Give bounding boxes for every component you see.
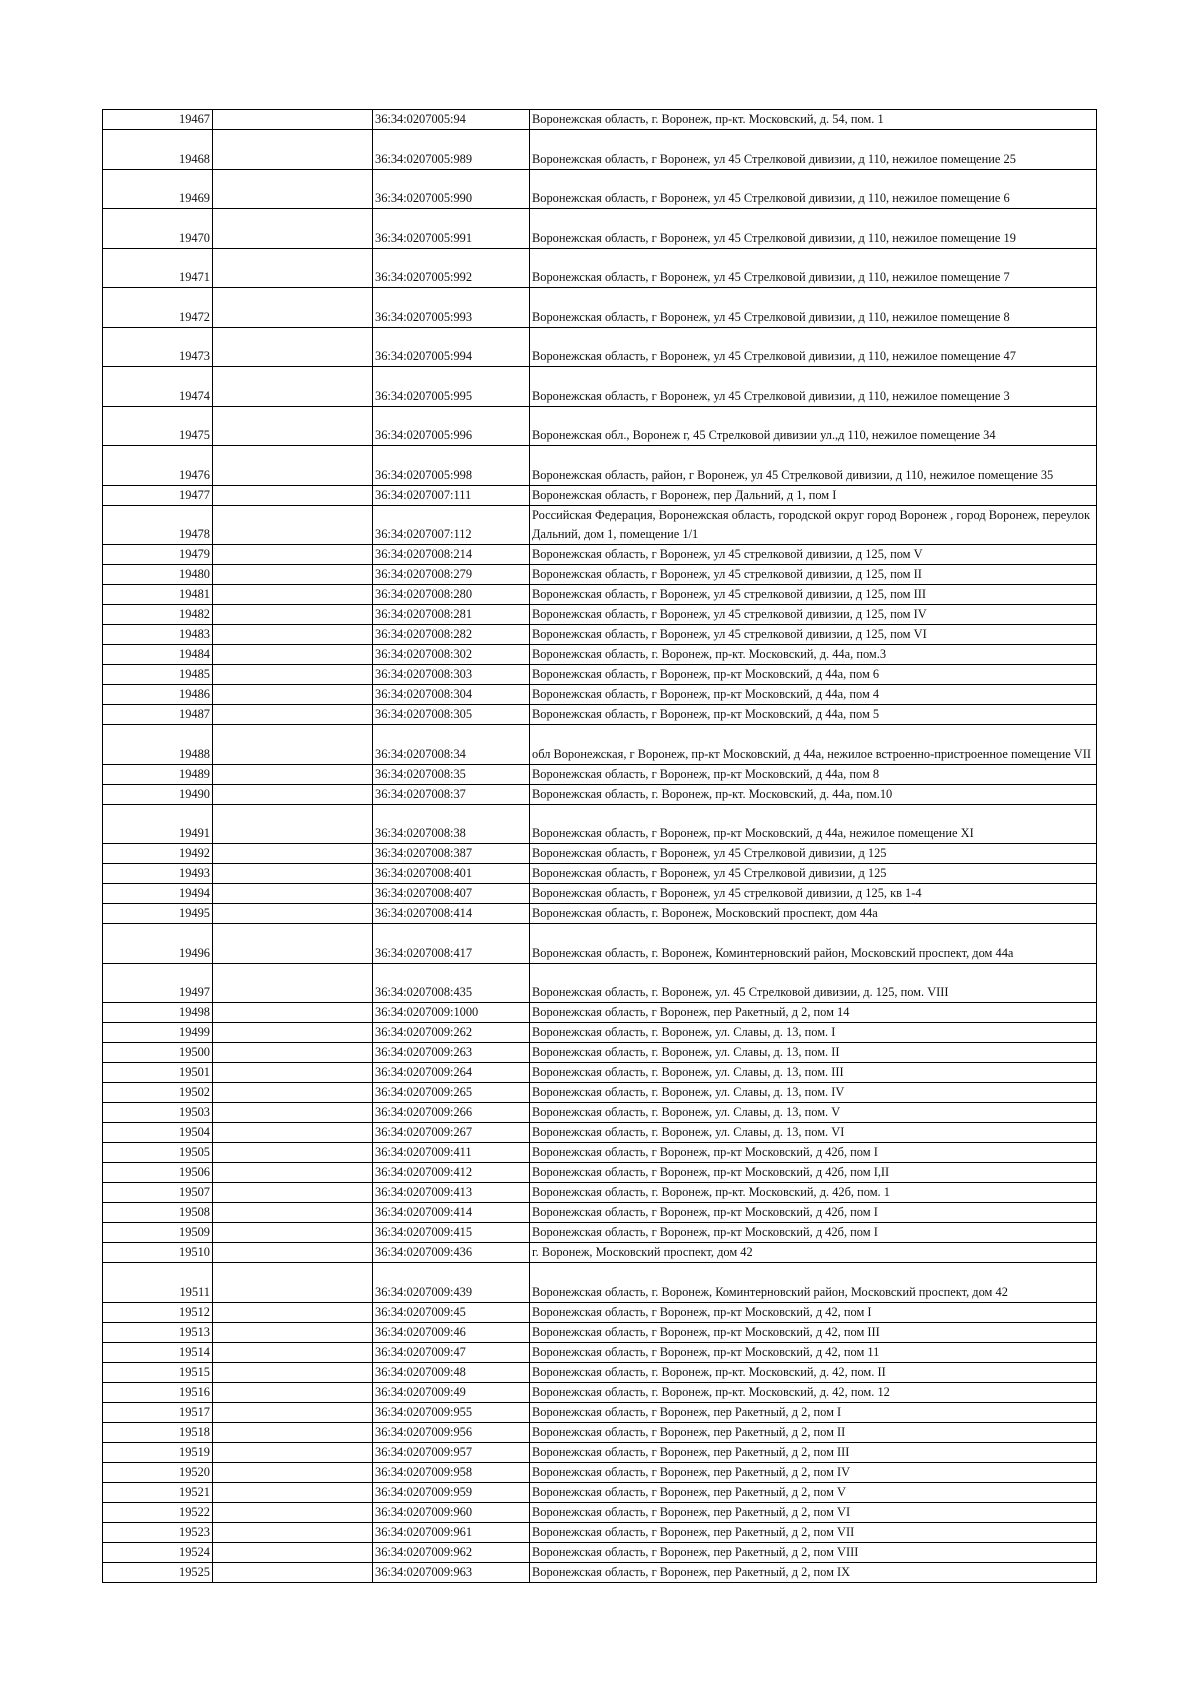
row-number-cell: 19490 <box>103 784 213 804</box>
address-cell: Воронежская область, г Воронеж, ул 45 Стрелковой дивизии, д 110, нежилое помещение 8 <box>530 288 1097 328</box>
empty-cell <box>213 1123 373 1143</box>
row-number-cell: 19506 <box>103 1163 213 1183</box>
table-row <box>103 1382 1097 1402</box>
row-number-cell: 19478 <box>103 505 213 545</box>
cadastral-number-cell: 36:34:0207005:991 <box>373 209 530 249</box>
table-row <box>103 1043 1097 1063</box>
table-row <box>103 1342 1097 1362</box>
table-row <box>103 1502 1097 1522</box>
row-number-cell: 19505 <box>103 1143 213 1163</box>
address-cell: Воронежская область, г Воронеж, пр-кт Московский, д 42б, пом I <box>530 1143 1097 1163</box>
address-cell: Воронежская область, г. Воронеж, пр-кт. Московский, д. 42, пом. 12 <box>530 1382 1097 1402</box>
empty-cell <box>213 367 373 407</box>
cadastral-number-cell: 36:34:0207009:263 <box>373 1043 530 1063</box>
empty-cell <box>213 685 373 705</box>
address-cell: Воронежская область, г. Воронеж, ул. 45 Стрелковой дивизии, д. 125, пом. VIII <box>530 963 1097 1003</box>
cadastral-number-cell: 36:34:0207005:996 <box>373 406 530 446</box>
address-cell: Воронежская область, г Воронеж, ул 45 стрелковой дивизии, д 125, пом IV <box>530 605 1097 625</box>
row-number-cell: 19487 <box>103 705 213 725</box>
empty-cell <box>213 1183 373 1203</box>
cadastral-number-cell: 36:34:0207009:436 <box>373 1243 530 1263</box>
table-row <box>103 844 1097 864</box>
row-number-cell: 19499 <box>103 1023 213 1043</box>
table-row <box>103 924 1097 964</box>
address-cell: Воронежская область, г Воронеж, ул 45 Стрелковой дивизии, д 110, нежилое помещение 3 <box>530 367 1097 407</box>
cadastral-number-cell: 36:34:0207009:45 <box>373 1302 530 1322</box>
empty-cell <box>213 545 373 565</box>
empty-cell <box>213 1322 373 1342</box>
empty-cell <box>213 1023 373 1043</box>
table-row <box>103 1542 1097 1562</box>
address-cell: Воронежская область, г Воронеж, пр-кт Московский, д 42б, пом I <box>530 1203 1097 1223</box>
row-number-cell: 19470 <box>103 209 213 249</box>
row-number-cell: 19471 <box>103 248 213 288</box>
empty-cell <box>213 645 373 665</box>
address-cell: Воронежская область, г. Воронеж, Московский проспект, дом 44а <box>530 904 1097 924</box>
address-cell: Воронежская область, г Воронеж, пр-кт Московский, д 42, пом III <box>530 1322 1097 1342</box>
address-cell: Воронежская область, район, г Воронеж, ул 45 Стрелковой дивизии, д 110, нежилое помещение 35 <box>530 446 1097 486</box>
cadastral-number-cell: 36:34:0207008:414 <box>373 904 530 924</box>
cadastral-number-cell: 36:34:0207008:281 <box>373 605 530 625</box>
row-number-cell: 19476 <box>103 446 213 486</box>
cadastral-number-cell: 36:34:0207009:47 <box>373 1342 530 1362</box>
cadastral-number-cell: 36:34:0207009:46 <box>373 1322 530 1342</box>
empty-cell <box>213 1542 373 1562</box>
cadastral-number-cell: 36:34:0207008:34 <box>373 725 530 765</box>
cadastral-number-cell: 36:34:0207007:112 <box>373 505 530 545</box>
table-row <box>103 1103 1097 1123</box>
empty-cell <box>213 1562 373 1582</box>
row-number-cell: 19514 <box>103 1342 213 1362</box>
empty-cell <box>213 1043 373 1063</box>
table-row <box>103 1362 1097 1382</box>
address-cell: Воронежская область, г Воронеж, пр-кт Московский, д 44а, пом 4 <box>530 685 1097 705</box>
empty-cell <box>213 1243 373 1263</box>
address-cell: Воронежская область, г Воронеж, ул 45 стрелковой дивизии, д 125, пом II <box>530 565 1097 585</box>
row-number-cell: 19522 <box>103 1502 213 1522</box>
address-cell: Воронежская область, г Воронеж, пр-кт Московский, д 42, пом 11 <box>530 1342 1097 1362</box>
cadastral-number-cell: 36:34:0207009:412 <box>373 1163 530 1183</box>
cadastral-number-cell: 36:34:0207008:214 <box>373 545 530 565</box>
row-number-cell: 19500 <box>103 1043 213 1063</box>
cadastral-number-cell: 36:34:0207008:387 <box>373 844 530 864</box>
cadastral-number-cell: 36:34:0207009:264 <box>373 1063 530 1083</box>
table-row <box>103 1223 1097 1243</box>
empty-cell <box>213 169 373 209</box>
table-row <box>103 1163 1097 1183</box>
row-number-cell: 19507 <box>103 1183 213 1203</box>
address-cell: Воронежская область, г Воронеж, пер Ракетный, д 2, пом VII <box>530 1522 1097 1542</box>
row-number-cell: 19491 <box>103 804 213 844</box>
table-row <box>103 784 1097 804</box>
address-cell: Воронежская область, г. Воронеж, пр-кт. Московский, д. 44а, пом.3 <box>530 645 1097 665</box>
cadastral-number-cell: 36:34:0207005:94 <box>373 110 530 130</box>
table-row <box>103 1183 1097 1203</box>
row-number-cell: 19519 <box>103 1442 213 1462</box>
address-cell: Воронежская область, г. Воронеж, ул. Славы, д. 13, пом. III <box>530 1063 1097 1083</box>
address-cell: Воронежская область, г Воронеж, пер Ракетный, д 2, пом VI <box>530 1502 1097 1522</box>
address-cell: Воронежская область, г Воронеж, пер Дальний, д 1, пом I <box>530 485 1097 505</box>
empty-cell <box>213 110 373 130</box>
cadastral-number-cell: 36:34:0207009:265 <box>373 1083 530 1103</box>
row-number-cell: 19489 <box>103 764 213 784</box>
cadastral-number-cell: 36:34:0207008:37 <box>373 784 530 804</box>
address-cell: Воронежская обл., Воронеж г, 45 Стрелковой дивизии ул.,д 110, нежилое помещение 34 <box>530 406 1097 446</box>
empty-cell <box>213 327 373 367</box>
cadastral-number-cell: 36:34:0207009:961 <box>373 1522 530 1542</box>
address-cell: Воронежская область, г Воронеж, пр-кт Московский, д 44а, пом 5 <box>530 705 1097 725</box>
empty-cell <box>213 1402 373 1422</box>
empty-cell <box>213 485 373 505</box>
cadastral-number-cell: 36:34:0207009:415 <box>373 1223 530 1243</box>
property-registry-table <box>102 109 1097 1583</box>
table-row <box>103 764 1097 784</box>
empty-cell <box>213 784 373 804</box>
cadastral-number-cell: 36:34:0207009:414 <box>373 1203 530 1223</box>
address-cell: г. Воронеж, Московский проспект, дом 42 <box>530 1243 1097 1263</box>
cadastral-number-cell: 36:34:0207008:303 <box>373 665 530 685</box>
row-number-cell: 19469 <box>103 169 213 209</box>
cadastral-number-cell: 36:34:0207008:35 <box>373 764 530 784</box>
address-cell: Воронежская область, г. Воронеж, Коминтерновский район, Московский проспект, дом 42 <box>530 1263 1097 1303</box>
row-number-cell: 19517 <box>103 1402 213 1422</box>
cadastral-number-cell: 36:34:0207008:280 <box>373 585 530 605</box>
row-number-cell: 19474 <box>103 367 213 407</box>
row-number-cell: 19495 <box>103 904 213 924</box>
table-row <box>103 130 1097 170</box>
address-cell: Воронежская область, г Воронеж, ул 45 стрелковой дивизии, д 125, пом VI <box>530 625 1097 645</box>
table-row <box>103 1562 1097 1582</box>
row-number-cell: 19521 <box>103 1482 213 1502</box>
cadastral-number-cell: 36:34:0207009:413 <box>373 1183 530 1203</box>
empty-cell <box>213 209 373 249</box>
row-number-cell: 19492 <box>103 844 213 864</box>
address-cell: Воронежская область, г. Воронеж, пр-кт. Московский, д. 42, пом. II <box>530 1362 1097 1382</box>
cadastral-number-cell: 36:34:0207009:266 <box>373 1103 530 1123</box>
row-number-cell: 19486 <box>103 685 213 705</box>
empty-cell <box>213 625 373 645</box>
empty-cell <box>213 1442 373 1462</box>
table-row <box>103 288 1097 328</box>
table-row <box>103 1023 1097 1043</box>
address-cell: Воронежская область, г Воронеж, ул 45 Стрелковой дивизии, д 125 <box>530 864 1097 884</box>
table-row <box>103 605 1097 625</box>
table-row <box>103 1422 1097 1442</box>
table-row <box>103 645 1097 665</box>
empty-cell <box>213 1223 373 1243</box>
cadastral-number-cell: 36:34:0207009:439 <box>373 1263 530 1303</box>
row-number-cell: 19504 <box>103 1123 213 1143</box>
cadastral-number-cell: 36:34:0207009:962 <box>373 1542 530 1562</box>
address-cell: Воронежская область, г Воронеж, ул 45 Стрелковой дивизии, д 125 <box>530 844 1097 864</box>
empty-cell <box>213 1103 373 1123</box>
address-cell: Воронежская область, г. Воронеж, пр-кт. Московский, д. 44а, пом.10 <box>530 784 1097 804</box>
empty-cell <box>213 864 373 884</box>
row-number-cell: 19516 <box>103 1382 213 1402</box>
row-number-cell: 19518 <box>103 1422 213 1442</box>
address-cell: Воронежская область, г Воронеж, пер Ракетный, д 2, пом V <box>530 1482 1097 1502</box>
address-cell: Воронежская область, г Воронеж, пр-кт Московский, д 42, пом I <box>530 1302 1097 1322</box>
empty-cell <box>213 585 373 605</box>
row-number-cell: 19513 <box>103 1322 213 1342</box>
cadastral-number-cell: 36:34:0207005:990 <box>373 169 530 209</box>
cadastral-number-cell: 36:34:0207005:993 <box>373 288 530 328</box>
row-number-cell: 19501 <box>103 1063 213 1083</box>
row-number-cell: 19494 <box>103 884 213 904</box>
table-row <box>103 1302 1097 1322</box>
cadastral-number-cell: 36:34:0207009:956 <box>373 1422 530 1442</box>
empty-cell <box>213 1362 373 1382</box>
table-row <box>103 1263 1097 1303</box>
empty-cell <box>213 725 373 765</box>
table-row <box>103 864 1097 884</box>
address-cell: Воронежская область, г. Воронеж, ул. Славы, д. 13, пом. V <box>530 1103 1097 1123</box>
row-number-cell: 19510 <box>103 1243 213 1263</box>
table-row <box>103 685 1097 705</box>
empty-cell <box>213 1502 373 1522</box>
empty-cell <box>213 565 373 585</box>
row-number-cell: 19472 <box>103 288 213 328</box>
row-number-cell: 19482 <box>103 605 213 625</box>
cadastral-number-cell: 36:34:0207009:955 <box>373 1402 530 1422</box>
cadastral-number-cell: 36:34:0207009:963 <box>373 1562 530 1582</box>
address-cell: Воронежская область, г Воронеж, пр-кт Московский, д 42б, пом I <box>530 1223 1097 1243</box>
address-cell: Воронежская область, г Воронеж, ул 45 стрелковой дивизии, д 125, пом V <box>530 545 1097 565</box>
empty-cell <box>213 446 373 486</box>
cadastral-number-cell: 36:34:0207005:995 <box>373 367 530 407</box>
empty-cell <box>213 665 373 685</box>
empty-cell <box>213 1263 373 1303</box>
row-number-cell: 19475 <box>103 406 213 446</box>
empty-cell <box>213 1083 373 1103</box>
table-row <box>103 705 1097 725</box>
empty-cell <box>213 130 373 170</box>
cadastral-number-cell: 36:34:0207005:994 <box>373 327 530 367</box>
row-number-cell: 19523 <box>103 1522 213 1542</box>
table-row <box>103 327 1097 367</box>
row-number-cell: 19525 <box>103 1562 213 1582</box>
table-row <box>103 1442 1097 1462</box>
empty-cell <box>213 804 373 844</box>
cadastral-number-cell: 36:34:0207005:992 <box>373 248 530 288</box>
cadastral-number-cell: 36:34:0207008:302 <box>373 645 530 665</box>
empty-cell <box>213 406 373 446</box>
address-cell: обл Воронежская, г Воронеж, пр-кт Московский, д 44а, нежилое встроенно-пристроенное помещение VII <box>530 725 1097 765</box>
cadastral-number-cell: 36:34:0207008:304 <box>373 685 530 705</box>
address-cell: Воронежская область, г. Воронеж, ул. Славы, д. 13, пом. VI <box>530 1123 1097 1143</box>
cadastral-number-cell: 36:34:0207009:960 <box>373 1502 530 1522</box>
address-cell: Воронежская область, г Воронеж, пр-кт Московский, д 44а, пом 8 <box>530 764 1097 784</box>
empty-cell <box>213 1063 373 1083</box>
table-row <box>103 1203 1097 1223</box>
cadastral-number-cell: 36:34:0207008:417 <box>373 924 530 964</box>
empty-cell <box>213 924 373 964</box>
empty-cell <box>213 1382 373 1402</box>
row-number-cell: 19480 <box>103 565 213 585</box>
address-cell: Воронежская область, г Воронеж, пер Ракетный, д 2, пом IV <box>530 1462 1097 1482</box>
address-cell: Российская Федерация, Воронежская область, городской округ город Воронеж , город Воронеж, переулок Дальний, дом 1, помещение 1/1 <box>530 505 1097 545</box>
table-row <box>103 367 1097 407</box>
address-cell: Воронежская область, г. Воронеж, ул. Славы, д. 13, пом. II <box>530 1043 1097 1063</box>
address-cell: Воронежская область, г. Воронеж, пр-кт. Московский, д. 42б, пом. 1 <box>530 1183 1097 1203</box>
cadastral-number-cell: 36:34:0207008:38 <box>373 804 530 844</box>
cadastral-number-cell: 36:34:0207009:49 <box>373 1382 530 1402</box>
table-row <box>103 1123 1097 1143</box>
table-row <box>103 1063 1097 1083</box>
cadastral-number-cell: 36:34:0207007:111 <box>373 485 530 505</box>
table-row <box>103 1322 1097 1342</box>
row-number-cell: 19511 <box>103 1263 213 1303</box>
empty-cell <box>213 1003 373 1023</box>
address-cell: Воронежская область, г. Воронеж, ул. Славы, д. 13, пом. IV <box>530 1083 1097 1103</box>
cadastral-number-cell: 36:34:0207008:401 <box>373 864 530 884</box>
table-row <box>103 665 1097 685</box>
empty-cell <box>213 764 373 784</box>
empty-cell <box>213 1302 373 1322</box>
address-cell: Воронежская область, г Воронеж, пер Ракетный, д 2, пом VIII <box>530 1542 1097 1562</box>
row-number-cell: 19484 <box>103 645 213 665</box>
table-row <box>103 1143 1097 1163</box>
empty-cell <box>213 884 373 904</box>
row-number-cell: 19477 <box>103 485 213 505</box>
row-number-cell: 19467 <box>103 110 213 130</box>
table-row <box>103 1462 1097 1482</box>
cadastral-number-cell: 36:34:0207009:262 <box>373 1023 530 1043</box>
cadastral-number-cell: 36:34:0207005:989 <box>373 130 530 170</box>
address-cell: Воронежская область, г. Воронеж, ул. Славы, д. 13, пом. I <box>530 1023 1097 1043</box>
empty-cell <box>213 248 373 288</box>
cadastral-number-cell: 36:34:0207008:282 <box>373 625 530 645</box>
empty-cell <box>213 844 373 864</box>
cadastral-number-cell: 36:34:0207009:957 <box>373 1442 530 1462</box>
empty-cell <box>213 288 373 328</box>
cadastral-number-cell: 36:34:0207009:959 <box>373 1482 530 1502</box>
empty-cell <box>213 963 373 1003</box>
address-cell: Воронежская область, г. Воронеж, пр-кт. Московский, д. 54, пом. 1 <box>530 110 1097 130</box>
cadastral-number-cell: 36:34:0207008:435 <box>373 963 530 1003</box>
empty-cell <box>213 705 373 725</box>
address-cell: Воронежская область, г Воронеж, ул 45 Стрелковой дивизии, д 110, нежилое помещение 19 <box>530 209 1097 249</box>
table-row <box>103 1083 1097 1103</box>
table-row <box>103 565 1097 585</box>
table-row <box>103 169 1097 209</box>
address-cell: Воронежская область, г Воронеж, пер Ракетный, д 2, пом I <box>530 1402 1097 1422</box>
empty-cell <box>213 1422 373 1442</box>
table-row <box>103 406 1097 446</box>
address-cell: Воронежская область, г Воронеж, пер Ракетный, д 2, пом IX <box>530 1562 1097 1582</box>
table-row <box>103 1003 1097 1023</box>
address-cell: Воронежская область, г Воронеж, пр-кт Московский, д 44а, пом 6 <box>530 665 1097 685</box>
empty-cell <box>213 1143 373 1163</box>
row-number-cell: 19493 <box>103 864 213 884</box>
empty-cell <box>213 1462 373 1482</box>
cadastral-number-cell: 36:34:0207005:998 <box>373 446 530 486</box>
table-row <box>103 505 1097 545</box>
cadastral-number-cell: 36:34:0207009:958 <box>373 1462 530 1482</box>
table-row <box>103 625 1097 645</box>
address-cell: Воронежская область, г Воронеж, ул 45 Стрелковой дивизии, д 110, нежилое помещение 7 <box>530 248 1097 288</box>
table-row <box>103 209 1097 249</box>
empty-cell <box>213 1342 373 1362</box>
address-cell: Воронежская область, г Воронеж, пер Ракетный, д 2, пом II <box>530 1422 1097 1442</box>
row-number-cell: 19483 <box>103 625 213 645</box>
row-number-cell: 19520 <box>103 1462 213 1482</box>
address-cell: Воронежская область, г Воронеж, пр-кт Московский, д 42б, пом I,II <box>530 1163 1097 1183</box>
address-cell: Воронежская область, г Воронеж, ул 45 стрелковой дивизии, д 125, пом III <box>530 585 1097 605</box>
row-number-cell: 19524 <box>103 1542 213 1562</box>
table-row <box>103 585 1097 605</box>
row-number-cell: 19508 <box>103 1203 213 1223</box>
empty-cell <box>213 904 373 924</box>
row-number-cell: 19512 <box>103 1302 213 1322</box>
row-number-cell: 19473 <box>103 327 213 367</box>
address-cell: Воронежская область, г Воронеж, ул 45 Стрелковой дивизии, д 110, нежилое помещение 47 <box>530 327 1097 367</box>
row-number-cell: 19497 <box>103 963 213 1003</box>
row-number-cell: 19502 <box>103 1083 213 1103</box>
cadastral-number-cell: 36:34:0207008:407 <box>373 884 530 904</box>
address-cell: Воронежская область, г Воронеж, пер Ракетный, д 2, пом III <box>530 1442 1097 1462</box>
row-number-cell: 19468 <box>103 130 213 170</box>
row-number-cell: 19509 <box>103 1223 213 1243</box>
table-row <box>103 963 1097 1003</box>
cadastral-number-cell: 36:34:0207008:305 <box>373 705 530 725</box>
row-number-cell: 19515 <box>103 1362 213 1382</box>
empty-cell <box>213 605 373 625</box>
table-row <box>103 1522 1097 1542</box>
table-row <box>103 1482 1097 1502</box>
address-cell: Воронежская область, г Воронеж, ул 45 Стрелковой дивизии, д 110, нежилое помещение 6 <box>530 169 1097 209</box>
cadastral-number-cell: 36:34:0207008:279 <box>373 565 530 585</box>
cadastral-number-cell: 36:34:0207009:48 <box>373 1362 530 1382</box>
table-row <box>103 725 1097 765</box>
row-number-cell: 19488 <box>103 725 213 765</box>
table-row <box>103 485 1097 505</box>
table-row <box>103 884 1097 904</box>
address-cell: Воронежская область, г Воронеж, ул 45 стрелковой дивизии, д 125, кв 1-4 <box>530 884 1097 904</box>
empty-cell <box>213 505 373 545</box>
table-row <box>103 904 1097 924</box>
row-number-cell: 19503 <box>103 1103 213 1123</box>
row-number-cell: 19498 <box>103 1003 213 1023</box>
row-number-cell: 19496 <box>103 924 213 964</box>
table-row <box>103 446 1097 486</box>
cadastral-number-cell: 36:34:0207009:267 <box>373 1123 530 1143</box>
table-row <box>103 804 1097 844</box>
table-row <box>103 1402 1097 1422</box>
row-number-cell: 19479 <box>103 545 213 565</box>
table-row <box>103 1243 1097 1263</box>
cadastral-number-cell: 36:34:0207009:1000 <box>373 1003 530 1023</box>
address-cell: Воронежская область, г Воронеж, ул 45 Стрелковой дивизии, д 110, нежилое помещение 25 <box>530 130 1097 170</box>
row-number-cell: 19481 <box>103 585 213 605</box>
empty-cell <box>213 1522 373 1542</box>
empty-cell <box>213 1203 373 1223</box>
row-number-cell: 19485 <box>103 665 213 685</box>
address-cell: Воронежская область, г Воронеж, пер Ракетный, д 2, пом 14 <box>530 1003 1097 1023</box>
table-row <box>103 545 1097 565</box>
empty-cell <box>213 1163 373 1183</box>
address-cell: Воронежская область, г Воронеж, пр-кт Московский, д 44а, нежилое помещение XI <box>530 804 1097 844</box>
cadastral-number-cell: 36:34:0207009:411 <box>373 1143 530 1163</box>
address-cell: Воронежская область, г. Воронеж, Коминтерновский район, Московский проспект, дом 44а <box>530 924 1097 964</box>
empty-cell <box>213 1482 373 1502</box>
table-row <box>103 248 1097 288</box>
table-row <box>103 110 1097 130</box>
registry-table-body <box>103 110 1097 1583</box>
